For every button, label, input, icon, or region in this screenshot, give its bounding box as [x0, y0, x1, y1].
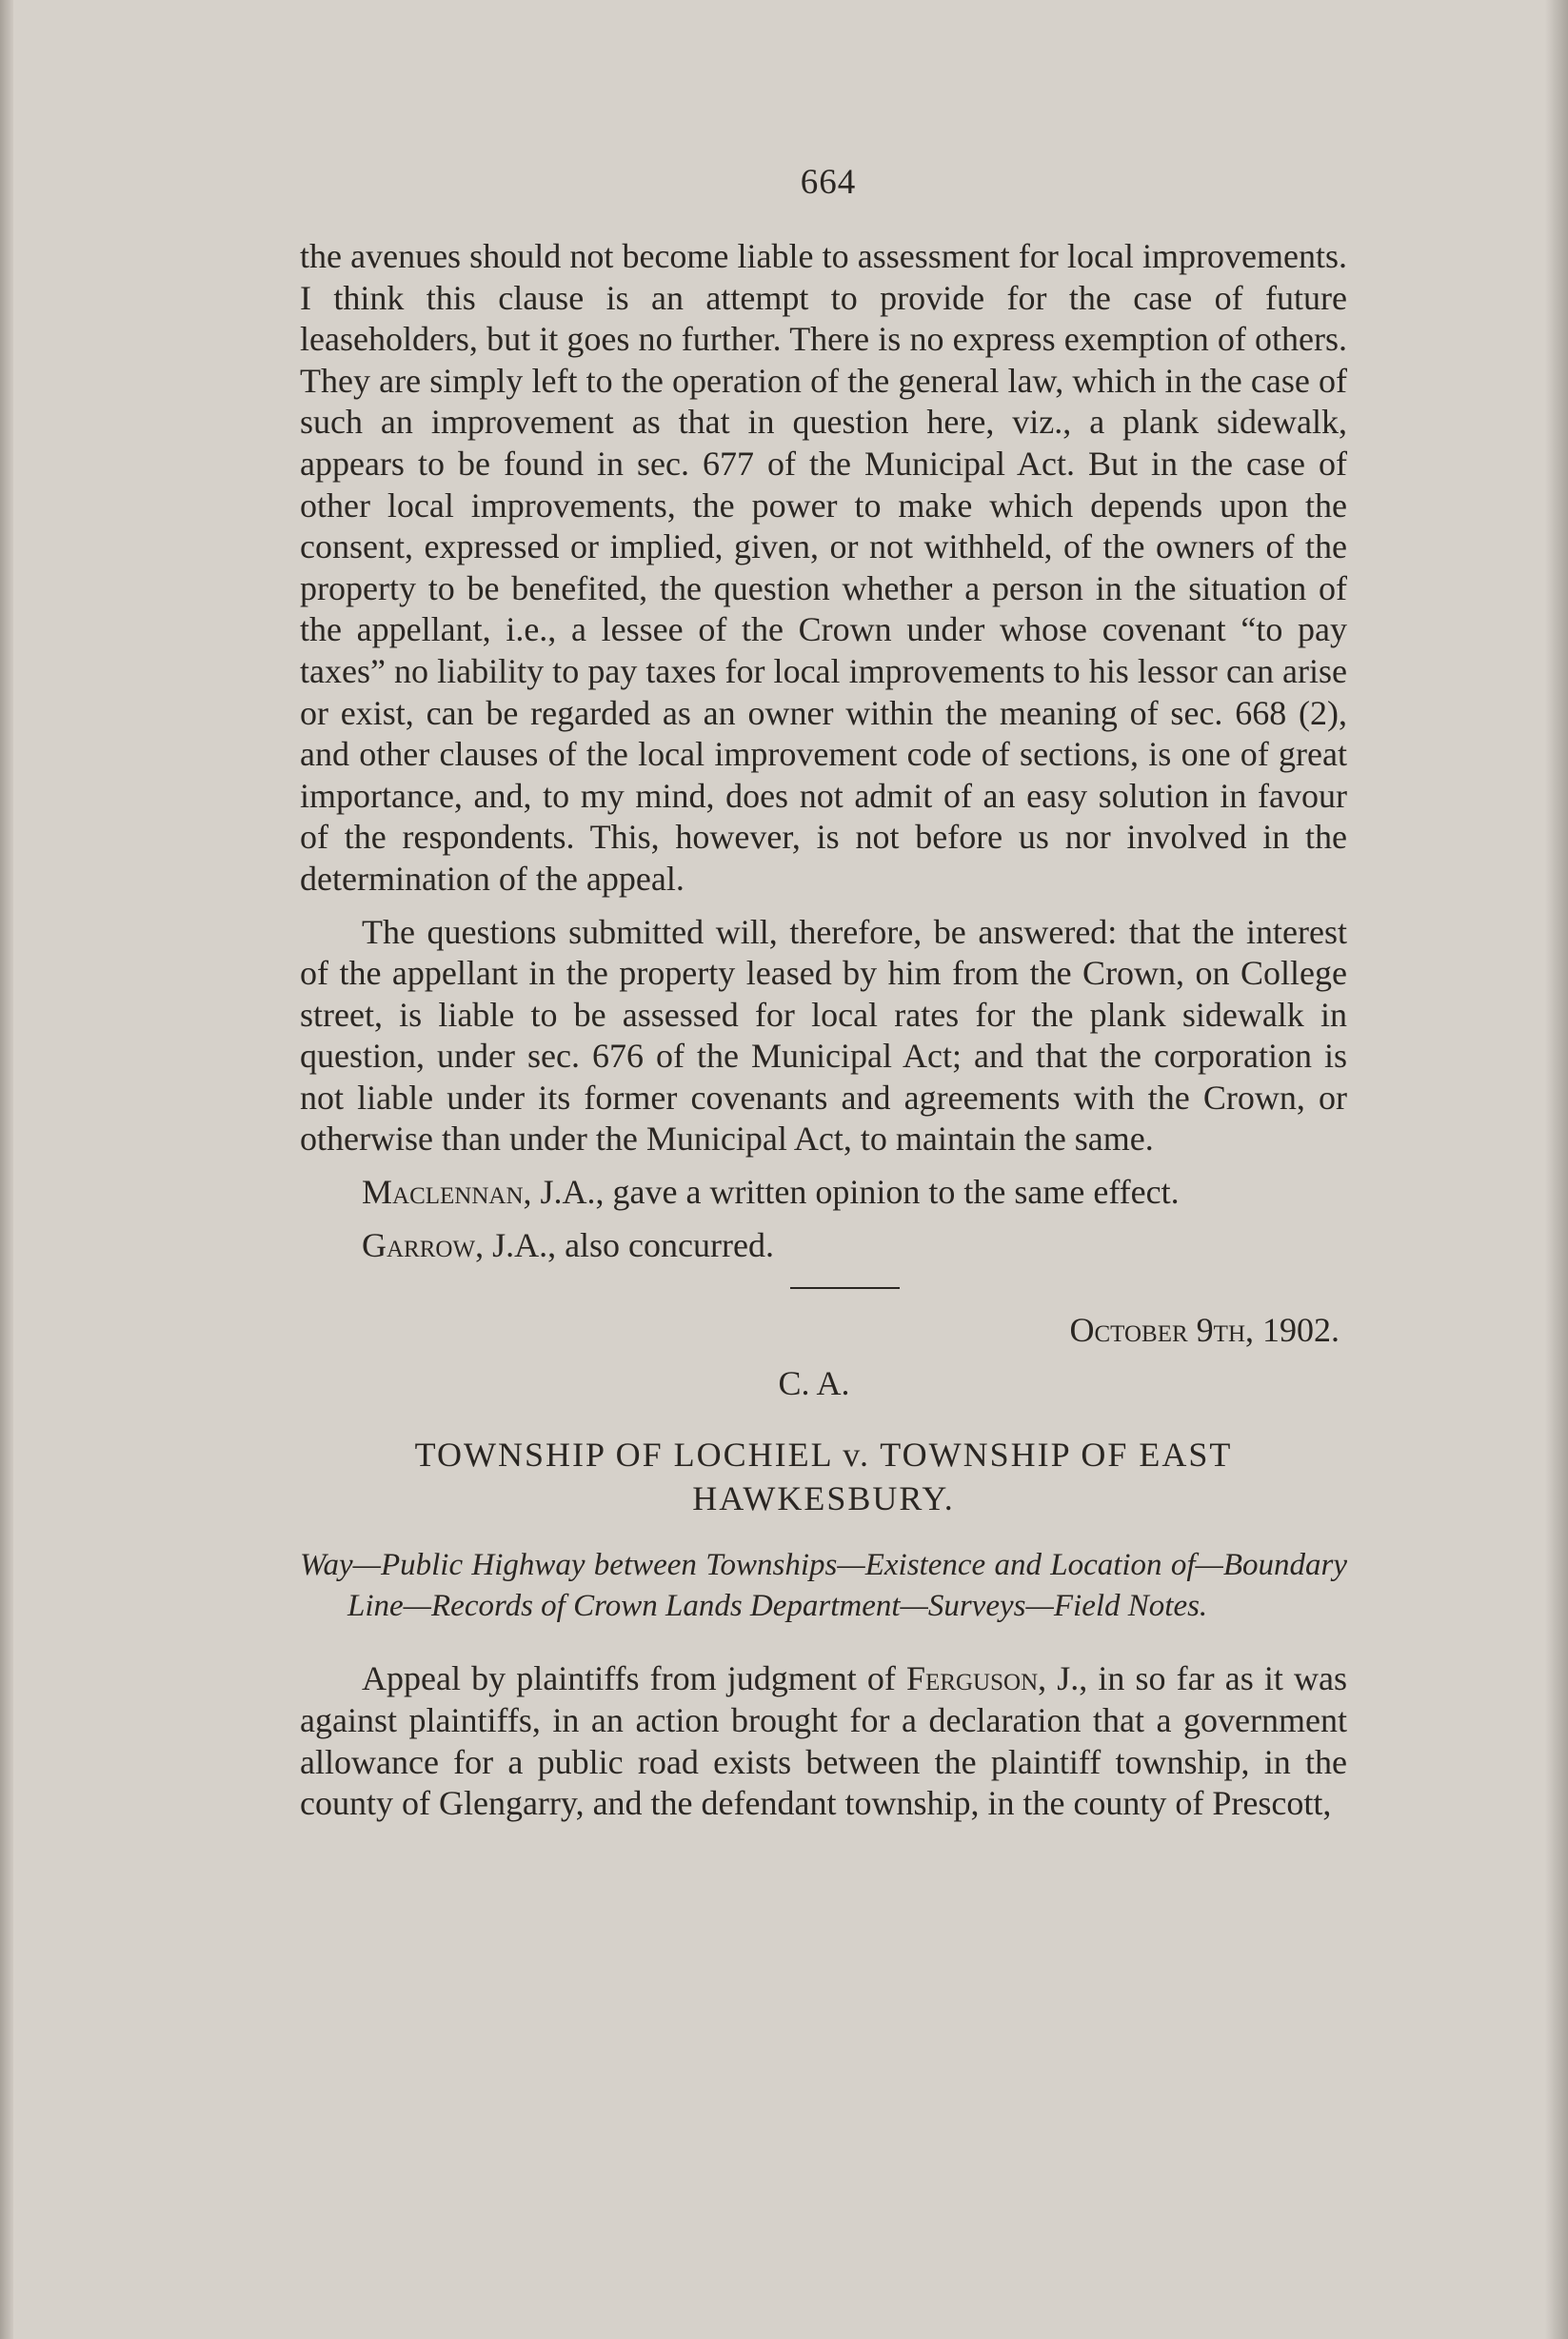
appeal-text-start: Appeal by plaintiffs from judgment of: [362, 1659, 907, 1698]
case-title-line-1: TOWNSHIP OF LOCHIEL v. TOWNSHIP OF EAST: [414, 1436, 1233, 1475]
page-right-edge: [1545, 0, 1568, 2339]
section-divider: [790, 1287, 900, 1289]
paragraph-garrow-concurrence: [300, 1225, 1347, 1267]
body-text: [300, 236, 1347, 1825]
page-binding-edge: [0, 0, 13, 2339]
judge-name-maclennan: Maclennan: [362, 1173, 524, 1212]
appeal-text-rest: , J., in so far as it was against plaintiffs, in an action brought for a declaration that a government allowance for a public road exists between the plaintiff township, in the county of Glengarry, and the defendant township, in the county of Prescott,: [300, 1659, 1347, 1823]
page-number: 664: [800, 163, 857, 202]
case-title-line-2: HAWKESBURY.: [692, 1479, 955, 1518]
judge-name-ferguson: Ferguson: [906, 1659, 1039, 1698]
case-date: October 9th, 1902.: [1069, 1311, 1340, 1350]
paragraph-maclennan-opinion: [300, 1172, 1347, 1214]
court-designation: C. A.: [778, 1363, 850, 1402]
maclennan-opinion-text: , J.A., gave a written opinion to the same effect.: [523, 1173, 1180, 1212]
paragraph-appeal: [300, 1658, 1347, 1824]
garrow-concurrence-text: , J.A., also concurred.: [475, 1225, 774, 1264]
case-title: [300, 1433, 1347, 1520]
paragraph-judgment-continuation: the avenues should not become liable to assessment for local improvements. I think this clause is an attempt to provide for the case of future leaseholders, but it goes no further. There is no express exemption of others. They are simply left to the operation of the general law, which in the case of such an improvement as that in question here, viz., a plank sidewalk, appears to be found in sec. 677 of the Municipal Act. But in the case of other local improvements, the power to make which depends upon the consent, expressed or implied, given, or not withheld, of the owners of the property to be benefited, the question whether a person in the situation of the appellant, i.e., a lessee of the Crown under whose covenant “to pay taxes” no liability to pay taxes for local improvements to his lessor can arise or exist, can be regarded as an owner within the meaning of sec. 668 (2), and other clauses of the local improvement code of sections, is one of great importance, and, to my mind, does not admit of an easy solution in favour of the respondents. This, however, is not before us nor involved in the determination of the appeal.: [300, 237, 1347, 898]
judge-name-garrow: Garrow: [362, 1225, 476, 1264]
case-headnote: Way—Public Highway between Townships—Existence and Location of—Boundary Line—Records of Crown Lands Department—Surveys—Field Notes.: [300, 1548, 1347, 1624]
paragraph-answers: The questions submitted will, therefore, be answered: that the interest of the appellant in the property leased by him from the Crown, on College street, is liable to be assessed for local rates for the plank sidewalk in question, under sec. 676 of the Municipal Act; and that the corporation is not liable under its former covenants and agreements with the Crown, or otherwise than under the Municipal Act, to maintain the same.: [300, 912, 1347, 1159]
